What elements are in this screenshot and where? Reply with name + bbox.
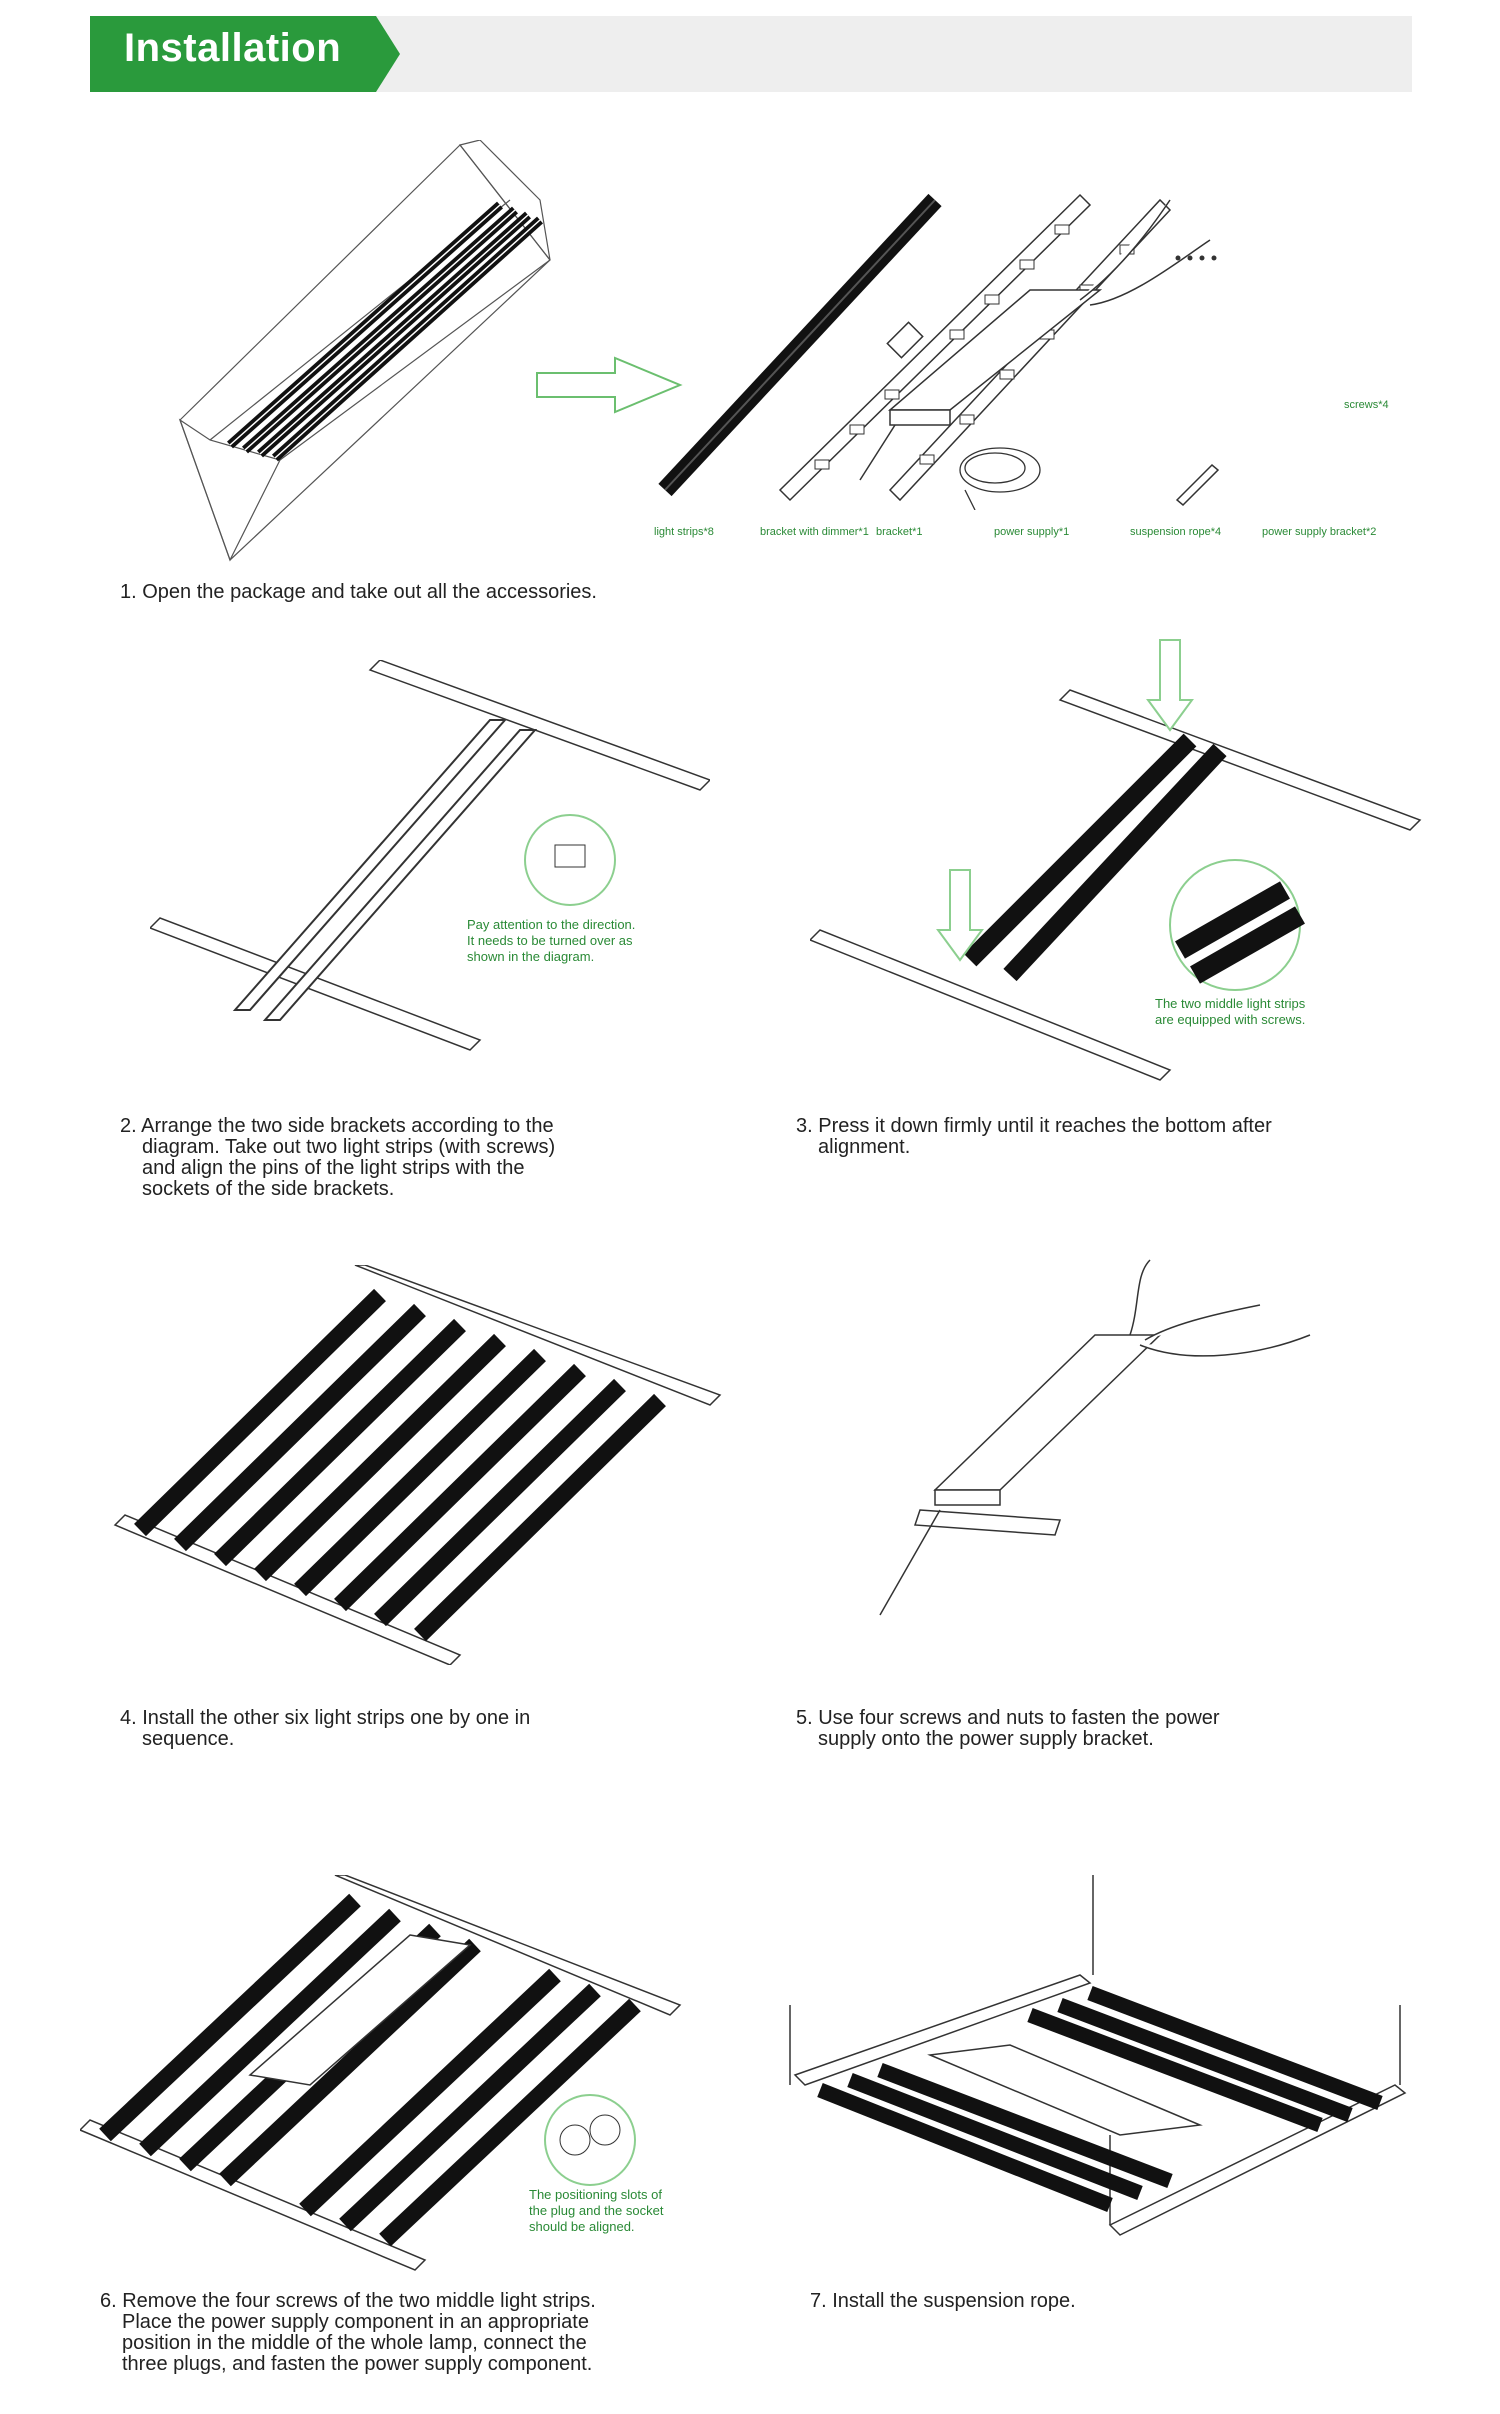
step6-caption-line: three plugs, and fasten the power supply component. bbox=[122, 2353, 593, 2375]
step5-caption-line: supply onto the power supply bracket. bbox=[818, 1728, 1154, 1750]
step2-caption-line: and align the pins of the light strips with the bbox=[142, 1157, 525, 1179]
step6-note-line: the plug and the socket bbox=[529, 2203, 664, 2218]
step3-note-line: The two middle light strips bbox=[1155, 996, 1306, 1011]
step5-caption-line: 5. Use four screws and nuts to fasten the power bbox=[796, 1707, 1220, 1729]
step6-caption-line: 6. Remove the four screws of the two middle light strips. bbox=[100, 2290, 596, 2312]
accessory-label-suspension-rope: suspension rope*4 bbox=[1130, 526, 1222, 538]
step6-caption-line: position in the middle of the whole lamp, connect the bbox=[122, 2332, 587, 2354]
step1-caption: 1. Open the package and take out all the accessories. bbox=[120, 581, 597, 603]
package-box-illustration bbox=[170, 140, 590, 570]
page-title: Installation bbox=[124, 26, 342, 70]
step5-illustration bbox=[860, 1255, 1340, 1645]
step6-note-line: should be aligned. bbox=[529, 2219, 635, 2234]
step6-caption bbox=[100, 2291, 596, 2375]
step4-caption-line: 4. Install the other six light strips one by one in bbox=[120, 1707, 531, 1729]
accessory-label-power-supply: power supply*1 bbox=[994, 526, 1070, 538]
step3-caption-line: 3. Press it down firmly until it reaches the bottom after bbox=[796, 1115, 1272, 1137]
step2-note-line: It needs to be turned over as bbox=[467, 933, 633, 948]
step3-note-line: are equipped with screws. bbox=[1155, 1012, 1306, 1027]
accessory-label-bracket-with-dimmer: bracket with dimmer*1 bbox=[760, 526, 869, 538]
step2-caption-line: sockets of the side brackets. bbox=[142, 1178, 395, 1200]
step5-caption bbox=[796, 1708, 1220, 1750]
step7-caption: 7. Install the suspension rope. bbox=[810, 2290, 1076, 2312]
step3-caption-line: alignment. bbox=[818, 1136, 911, 1158]
step3-caption bbox=[796, 1116, 1272, 1158]
step4-caption-line: sequence. bbox=[142, 1728, 235, 1750]
step4-illustration bbox=[110, 1265, 730, 1665]
step2-note-line: Pay attention to the direction. bbox=[467, 917, 636, 932]
step6-note-line: The positioning slots of bbox=[529, 2187, 662, 2202]
step2-caption-line: 2. Arrange the two side brackets according to the bbox=[120, 1115, 554, 1137]
accessory-label-light-strips: light strips*8 bbox=[654, 526, 714, 538]
step6-caption-line: Place the power supply component in an appropriate bbox=[122, 2311, 589, 2333]
step3-note bbox=[1155, 996, 1305, 1028]
step2-caption bbox=[120, 1116, 555, 1200]
step2-illustration bbox=[150, 660, 710, 1080]
accessory-label-screws: screws*4 bbox=[1344, 399, 1389, 411]
step7-illustration bbox=[780, 1875, 1420, 2245]
step6-note bbox=[529, 2187, 663, 2235]
step4-caption bbox=[120, 1708, 530, 1750]
step2-note-line: shown in the diagram. bbox=[467, 949, 595, 964]
accessories-illustration bbox=[650, 190, 1350, 510]
step3-illustration bbox=[810, 630, 1430, 1090]
accessory-label-psu-bracket: power supply bracket*2 bbox=[1262, 526, 1377, 538]
accessory-label-bracket: bracket*1 bbox=[876, 526, 923, 538]
step2-caption-line: diagram. Take out two light strips (with screws) bbox=[142, 1136, 556, 1158]
step2-note bbox=[467, 917, 635, 965]
